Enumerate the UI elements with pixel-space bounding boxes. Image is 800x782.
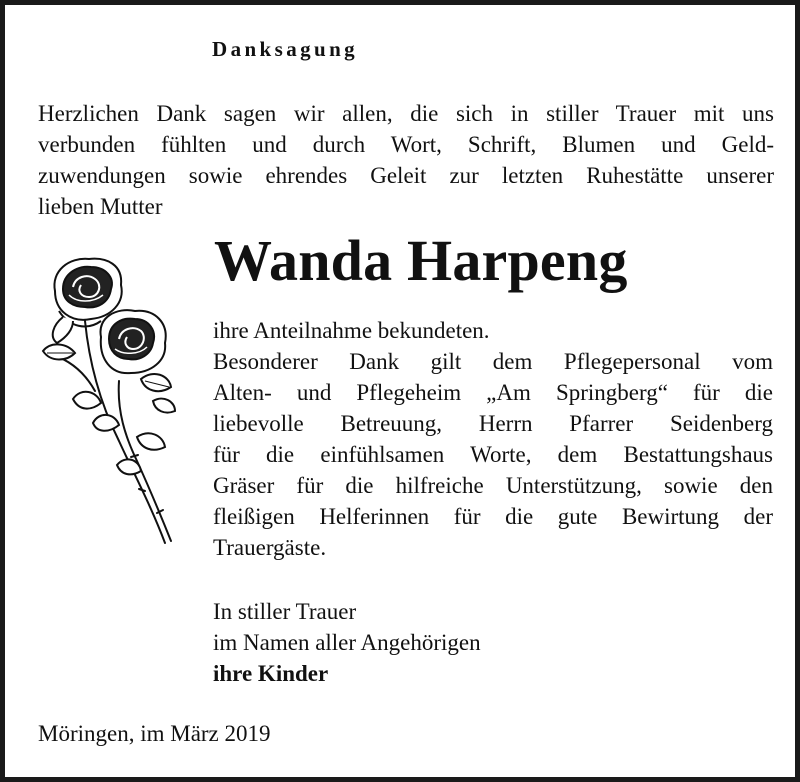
roses-illustration-icon xyxy=(33,251,193,551)
body-paragraph xyxy=(213,315,773,563)
closing-block xyxy=(213,596,481,689)
intro-line: Herzlichen Dank sagen wir allen, die sich in stiller Trauer mit uns xyxy=(38,101,774,126)
body-line: fleißigen Helferinnen für die gute Bewirtung der xyxy=(213,504,773,529)
body-line: liebevolle Betreuung, Herrn Pfarrer Seidenberg xyxy=(213,411,773,436)
body-line: ihre Anteilnahme bekundeten. xyxy=(213,318,490,343)
body-line: Besonderer Dank gilt dem Pflegepersonal vom xyxy=(213,349,773,374)
closing-line: im Namen aller Angehörigen xyxy=(213,630,481,655)
body-line: Gräser für die hilfreiche Unterstützung, sowie den xyxy=(213,473,773,498)
intro-paragraph xyxy=(38,98,774,222)
body-line: Trauergäste. xyxy=(213,535,327,560)
deceased-name: Wanda Harpeng xyxy=(214,228,628,293)
place-date: Möringen, im März 2019 xyxy=(38,721,271,746)
body-line: Alten- und Pflegeheim „Am Springberg“ für die xyxy=(213,380,773,405)
closing-line: In stiller Trauer xyxy=(213,599,357,624)
intro-line: verbunden fühlten und durch Wort, Schrift, Blumen und Geld- xyxy=(38,132,774,157)
body-line: für die einfühlsamen Worte, dem Bestattungshaus xyxy=(213,442,773,467)
intro-line: lieben Mutter xyxy=(38,194,163,219)
intro-line: zuwendungen sowie ehrendes Geleit zur letzten Ruhestätte unserer xyxy=(38,163,774,188)
notice-heading: Danksagung xyxy=(212,37,359,61)
signature: ihre Kinder xyxy=(213,661,329,686)
